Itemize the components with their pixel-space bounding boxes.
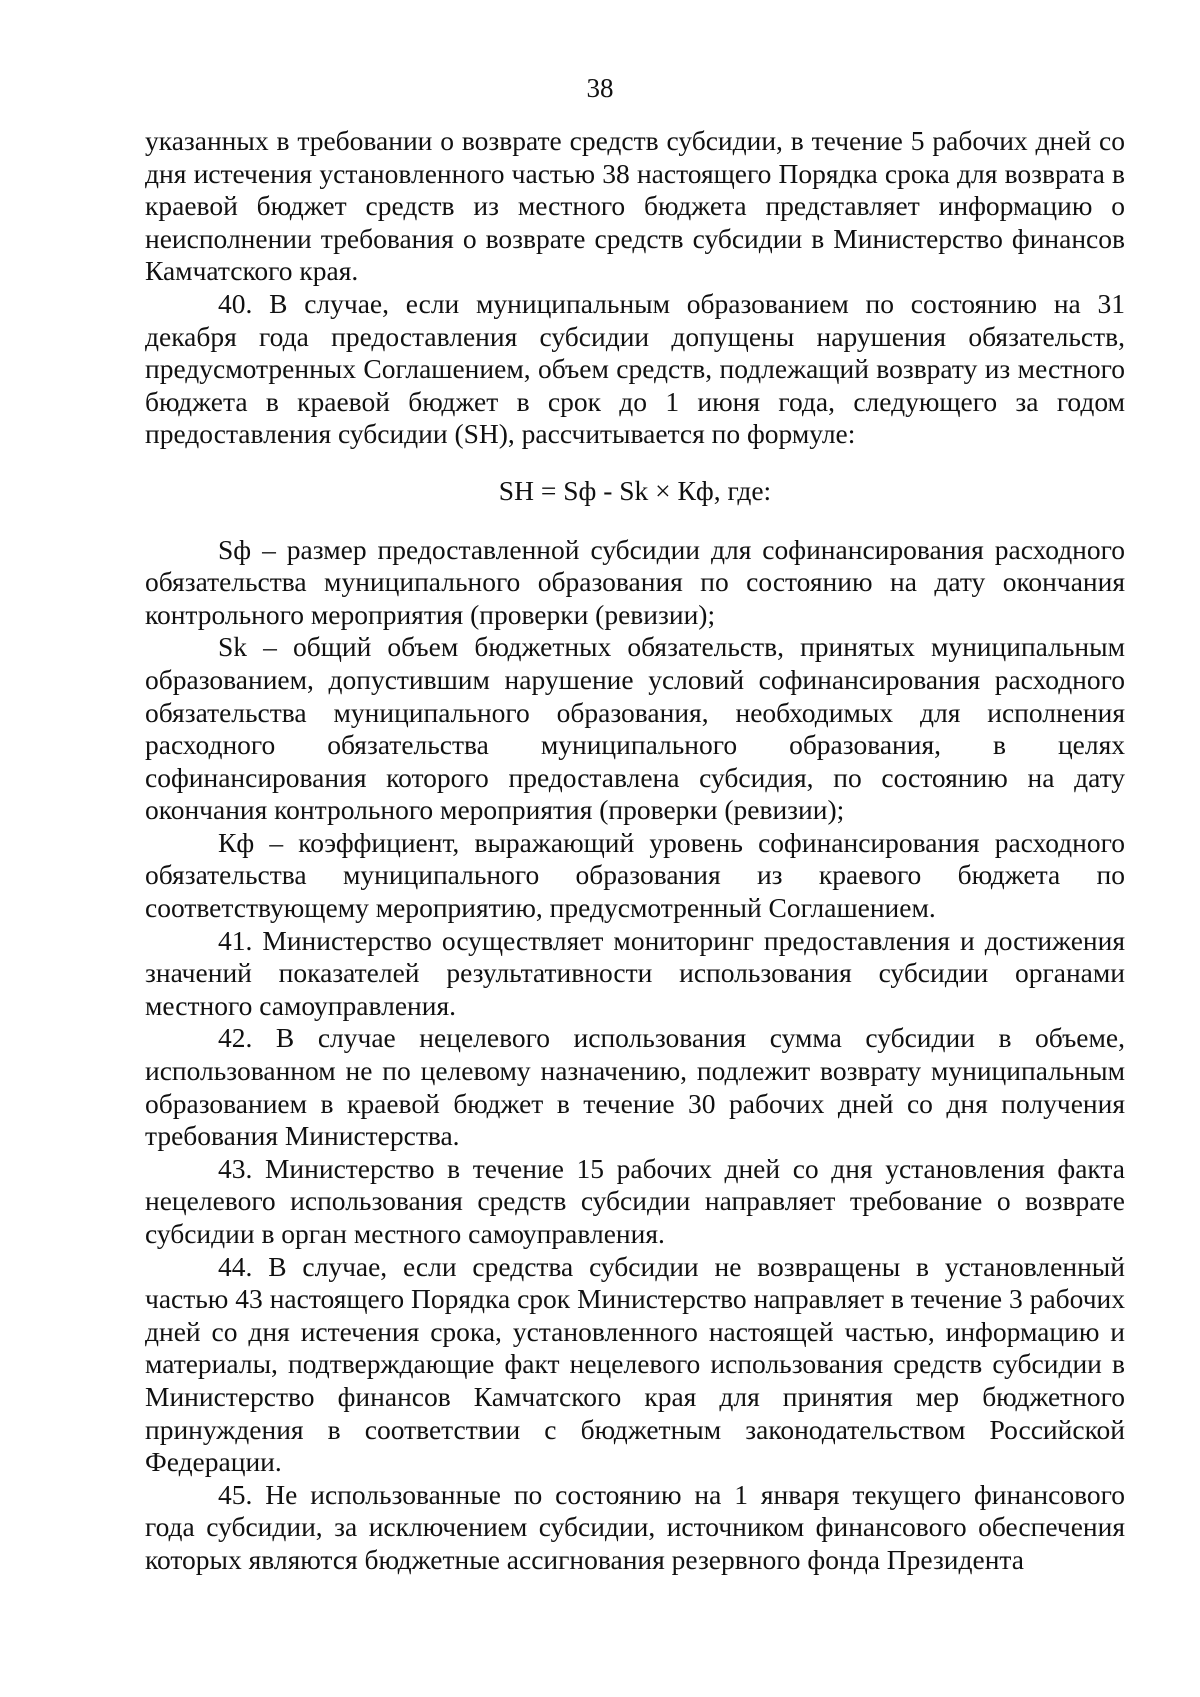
paragraph-continuation: указанных в требовании о возврате средств субсидии, в течение 5 рабочих дней со дня истечения установленного частью 38 настоящего Порядка срока для возврата в краевой бюджет средств из местного бюджета представляет информацию о неисполнении требования о возврате средств субсидии в Министерство финансов Камчатского края.	[145, 125, 1125, 287]
page-number: 38	[586, 73, 614, 103]
paragraph-43: 43. Министерство в течение 15 рабочих дней со дня установления факта нецелевого использования средств субсидии направляет требование о возврате субсидии в орган местного самоуправления.	[145, 1152, 1125, 1249]
definition-sf: Sф – размер предоставленной субсидии для софинансирования расходного обязательства муниципального образования по состоянию на дату окончания контрольного мероприятия (проверки (ревизии);	[145, 533, 1125, 630]
paragraph-45: 45. Не использованные по состоянию на 1 января текущего финансового года субсидии, за исключением субсидии, источником финансового обеспечения которых являются бюджетные ассигнования резервного фонда Президента	[145, 1478, 1125, 1575]
document-body	[145, 125, 1125, 1577]
paragraph-41: 41. Министерство осуществляет мониторинг предоставления и достижения значений показателей результативности использования субсидии органами местного самоуправления.	[145, 924, 1125, 1021]
paragraph-44: 44. В случае, если средства субсидии не возвращены в установленный частью 43 настоящего Порядка срок Министерство направляет в течение 3 рабочих дней со дня истечения срока, установленного настоящей частью, информацию и материалы, подтверждающие факт нецелевого использования средств субсидии в Министерство финансов Камчатского края для принятия мер бюджетного принуждения в соответствии с бюджетным законодательством Российской Федерации.	[145, 1250, 1125, 1478]
definition-sk: Sk – общий объем бюджетных обязательств, принятых муниципальным образованием, допустившим нарушение условий софинансирования расходного обязательства муниципального образования, необходимых для исполнения расходного обязательства муниципального образования, в целях софинансирования которого предоставлена субсидия, по состоянию на дату окончания контрольного мероприятия (проверки (ревизии);	[145, 631, 1125, 826]
paragraph-40: 40. В случае, если муниципальным образованием по состоянию на 31 декабря года предоставления субсидии допущены нарушения обязательств, предусмотренных Соглашением, объем средств, подлежащий возврату из местного бюджета в краевой бюджет в срок до 1 июня года, следующего за годом предоставления субсидии (SH), рассчитывается по формуле:	[145, 287, 1125, 450]
formula: SH = Sф - Sk × Кф, где:	[498, 474, 772, 506]
definition-kf: Кф – коэффициент, выражающий уровень софинансирования расходного обязательства муниципального образования из краевого бюджета по соответствующему мероприятию, предусмотренный Соглашением.	[145, 826, 1125, 924]
paragraph-42: 42. В случае нецелевого использования сумма субсидии в объеме, использованном не по целевому назначению, подлежит возврату муниципальным образованием в краевой бюджет в течение 30 рабочих дней со дня получения требования Министерства.	[145, 1022, 1125, 1152]
